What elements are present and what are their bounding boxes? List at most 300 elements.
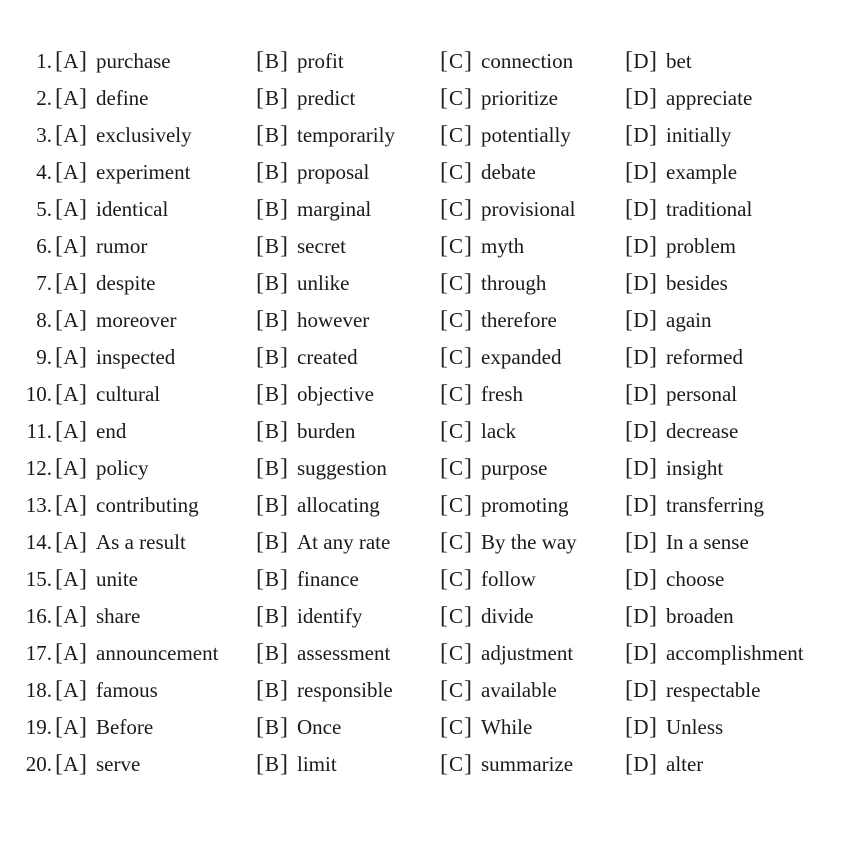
option-text: through (481, 271, 547, 295)
option-letter: D (633, 271, 649, 295)
bracket-close: ] (649, 566, 657, 592)
option-letter: B (264, 641, 279, 665)
bracket-open: [ (55, 85, 63, 111)
option-letter: D (633, 234, 649, 258)
option-d[interactable] (625, 154, 737, 191)
bracket-open: [ (440, 714, 448, 740)
option-text: purchase (96, 49, 171, 73)
option-a[interactable] (55, 450, 149, 487)
option-text: profit (297, 49, 344, 73)
bracket-close: ] (464, 381, 472, 407)
question-row (0, 191, 844, 228)
option-c[interactable] (440, 376, 523, 413)
option-text: Once (297, 715, 342, 739)
bracket-close: ] (464, 233, 472, 259)
bracket-close: ] (464, 455, 472, 481)
option-d[interactable] (625, 228, 736, 265)
option-text: moreover (96, 308, 177, 332)
bracket-open: [ (625, 381, 633, 407)
question-number: 4. (36, 160, 52, 184)
option-text: divide (481, 604, 534, 628)
bracket-open: [ (440, 307, 448, 333)
option-b[interactable] (256, 339, 358, 376)
option-text: As a result (96, 530, 186, 554)
option-letter: D (633, 456, 649, 480)
bracket-open: [ (256, 751, 264, 777)
option-text: broaden (666, 604, 734, 628)
bracket-open: [ (55, 529, 63, 555)
bracket-close: ] (280, 233, 288, 259)
bracket-close: ] (649, 196, 657, 222)
question-number: 7. (36, 271, 52, 295)
question-number: 16. (25, 604, 52, 628)
option-d[interactable] (625, 709, 723, 746)
question-row (0, 302, 844, 339)
option-text: inspected (96, 345, 176, 369)
option-b[interactable] (256, 561, 359, 598)
option-text: besides (666, 271, 728, 295)
option-letter: C (448, 530, 463, 554)
option-text: traditional (666, 197, 753, 221)
option-b[interactable] (256, 524, 390, 561)
bracket-open: [ (256, 455, 264, 481)
bracket-close: ] (280, 381, 288, 407)
bracket-close: ] (280, 270, 288, 296)
option-d[interactable] (625, 524, 749, 561)
option-c[interactable] (440, 265, 546, 302)
bracket-open: [ (625, 492, 633, 518)
bracket-open: [ (55, 48, 63, 74)
bracket-close: ] (79, 418, 87, 444)
bracket-open: [ (440, 751, 448, 777)
option-letter: C (448, 308, 463, 332)
option-b[interactable] (256, 487, 380, 524)
option-text: lack (481, 419, 516, 443)
option-b[interactable] (256, 450, 387, 487)
bracket-close: ] (649, 492, 657, 518)
option-text: While (481, 715, 533, 739)
bracket-open: [ (256, 85, 264, 111)
option-a[interactable] (55, 154, 190, 191)
option-letter: D (633, 752, 649, 776)
option-c[interactable] (440, 524, 577, 561)
question-number: 1. (36, 49, 52, 73)
option-d[interactable] (625, 635, 804, 672)
bracket-close: ] (280, 640, 288, 666)
option-letter: B (264, 197, 279, 221)
bracket-open: [ (55, 381, 63, 407)
option-c[interactable] (440, 450, 548, 487)
bracket-close: ] (280, 418, 288, 444)
bracket-close: ] (464, 492, 472, 518)
option-letter: A (63, 271, 79, 295)
bracket-open: [ (55, 344, 63, 370)
question-row (0, 746, 844, 783)
option-letter: B (264, 567, 279, 591)
question-number: 8. (36, 308, 52, 332)
option-letter: D (633, 419, 649, 443)
bracket-open: [ (625, 418, 633, 444)
bracket-open: [ (55, 233, 63, 259)
option-a[interactable] (55, 43, 171, 80)
option-d[interactable] (625, 487, 764, 524)
option-d[interactable] (625, 265, 728, 302)
bracket-close: ] (464, 603, 472, 629)
option-c[interactable] (440, 487, 569, 524)
question-number: 3. (36, 123, 52, 147)
option-a[interactable] (55, 746, 140, 783)
bracket-close: ] (79, 159, 87, 185)
option-letter: D (633, 197, 649, 221)
bracket-close: ] (649, 455, 657, 481)
option-text: problem (666, 234, 736, 258)
option-d[interactable] (625, 117, 731, 154)
option-text: limit (297, 752, 337, 776)
option-text: policy (96, 456, 149, 480)
question-sheet (0, 43, 844, 783)
bracket-close: ] (464, 196, 472, 222)
bracket-open: [ (256, 196, 264, 222)
option-a[interactable] (55, 524, 186, 561)
option-text: potentially (481, 123, 571, 147)
option-text: example (666, 160, 738, 184)
option-b[interactable] (256, 80, 355, 117)
option-c[interactable] (440, 339, 561, 376)
option-d[interactable] (625, 598, 734, 635)
bracket-open: [ (625, 344, 633, 370)
option-c[interactable] (440, 561, 536, 598)
option-d[interactable] (625, 43, 692, 80)
option-letter: C (448, 419, 463, 443)
bracket-close: ] (649, 159, 657, 185)
option-b[interactable] (256, 672, 393, 709)
option-a[interactable] (55, 80, 148, 117)
bracket-open: [ (55, 270, 63, 296)
option-a[interactable] (55, 598, 140, 635)
option-b[interactable] (256, 265, 350, 302)
option-letter: C (448, 715, 463, 739)
bracket-close: ] (280, 159, 288, 185)
option-letter: B (264, 678, 279, 702)
option-text: transferring (666, 493, 764, 517)
bracket-close: ] (464, 640, 472, 666)
option-a[interactable] (55, 635, 218, 672)
bracket-open: [ (440, 640, 448, 666)
bracket-close: ] (649, 529, 657, 555)
option-a[interactable] (55, 413, 126, 450)
option-text: responsible (297, 678, 393, 702)
bracket-open: [ (625, 196, 633, 222)
option-c[interactable] (440, 746, 573, 783)
bracket-open: [ (256, 529, 264, 555)
bracket-open: [ (256, 344, 264, 370)
option-letter: C (448, 604, 463, 628)
option-d[interactable] (625, 746, 703, 783)
option-letter: D (633, 604, 649, 628)
bracket-open: [ (625, 677, 633, 703)
option-c[interactable] (440, 413, 516, 450)
bracket-close: ] (79, 566, 87, 592)
bracket-close: ] (79, 455, 87, 481)
option-c[interactable] (440, 709, 532, 746)
option-a[interactable] (55, 487, 199, 524)
option-c[interactable] (440, 80, 558, 117)
bracket-open: [ (256, 603, 264, 629)
option-b[interactable] (256, 117, 395, 154)
bracket-open: [ (256, 122, 264, 148)
option-text: identical (96, 197, 169, 221)
bracket-open: [ (440, 418, 448, 444)
option-d[interactable] (625, 376, 737, 413)
option-c[interactable] (440, 43, 573, 80)
option-letter: B (264, 234, 279, 258)
option-text: promoting (481, 493, 569, 517)
option-text: suggestion (297, 456, 387, 480)
option-d[interactable] (625, 450, 723, 487)
option-text: share (96, 604, 141, 628)
question-number: 14. (25, 530, 52, 554)
option-letter: A (63, 456, 79, 480)
option-letter: C (448, 345, 463, 369)
bracket-close: ] (79, 751, 87, 777)
option-letter: B (264, 715, 279, 739)
bracket-open: [ (55, 122, 63, 148)
bracket-open: [ (55, 640, 63, 666)
bracket-open: [ (55, 566, 63, 592)
bracket-open: [ (256, 640, 264, 666)
question-row (0, 487, 844, 524)
option-a[interactable] (55, 709, 153, 746)
option-letter: D (633, 382, 649, 406)
option-b[interactable] (256, 191, 371, 228)
option-text: secret (297, 234, 346, 258)
option-b[interactable] (256, 709, 341, 746)
option-b[interactable] (256, 228, 346, 265)
bracket-open: [ (625, 159, 633, 185)
option-letter: B (264, 530, 279, 554)
option-letter: C (448, 271, 463, 295)
option-b[interactable] (256, 302, 369, 339)
question-number: 12. (25, 456, 52, 480)
option-a[interactable] (55, 117, 192, 154)
bracket-open: [ (256, 159, 264, 185)
question-row (0, 598, 844, 635)
question-row (0, 228, 844, 265)
option-letter: D (633, 567, 649, 591)
bracket-open: [ (55, 677, 63, 703)
bracket-close: ] (79, 48, 87, 74)
option-text: purpose (481, 456, 548, 480)
bracket-open: [ (55, 196, 63, 222)
question-row (0, 80, 844, 117)
bracket-open: [ (625, 714, 633, 740)
bracket-open: [ (440, 566, 448, 592)
question-row (0, 265, 844, 302)
bracket-close: ] (280, 751, 288, 777)
question-number: 17. (25, 641, 52, 665)
option-letter: D (633, 86, 649, 110)
option-text: decrease (666, 419, 739, 443)
bracket-close: ] (464, 85, 472, 111)
bracket-close: ] (280, 492, 288, 518)
bracket-open: [ (55, 492, 63, 518)
option-text: proposal (297, 160, 370, 184)
option-text: identify (297, 604, 363, 628)
option-b[interactable] (256, 746, 337, 783)
question-number: 9. (36, 345, 52, 369)
option-letter: A (63, 752, 79, 776)
option-text: objective (297, 382, 374, 406)
option-b[interactable] (256, 154, 369, 191)
question-row (0, 672, 844, 709)
option-text: adjustment (481, 641, 574, 665)
bracket-open: [ (256, 418, 264, 444)
bracket-close: ] (649, 381, 657, 407)
option-text: In a sense (666, 530, 749, 554)
question-number: 6. (36, 234, 52, 258)
bracket-open: [ (625, 751, 633, 777)
option-text: available (481, 678, 557, 702)
bracket-open: [ (256, 492, 264, 518)
option-text: finance (297, 567, 359, 591)
bracket-close: ] (280, 714, 288, 740)
option-text: experiment (96, 160, 191, 184)
option-a[interactable] (55, 672, 158, 709)
bracket-close: ] (649, 307, 657, 333)
option-text: assessment (297, 641, 391, 665)
option-text: burden (297, 419, 356, 443)
bracket-close: ] (79, 492, 87, 518)
option-b[interactable] (256, 635, 390, 672)
option-letter: C (448, 456, 463, 480)
option-c[interactable] (440, 117, 571, 154)
option-text: prioritize (481, 86, 558, 110)
bracket-close: ] (464, 159, 472, 185)
option-text: announcement (96, 641, 219, 665)
option-a[interactable] (55, 339, 175, 376)
option-b[interactable] (256, 598, 362, 635)
bracket-close: ] (649, 714, 657, 740)
bracket-open: [ (625, 640, 633, 666)
option-d[interactable] (625, 339, 743, 376)
option-c[interactable] (440, 154, 536, 191)
bracket-open: [ (440, 159, 448, 185)
option-b[interactable] (256, 413, 355, 450)
bracket-open: [ (440, 677, 448, 703)
option-c[interactable] (440, 191, 576, 228)
option-d[interactable] (625, 191, 752, 228)
bracket-open: [ (440, 122, 448, 148)
option-a[interactable] (55, 228, 147, 265)
bracket-close: ] (79, 603, 87, 629)
option-a[interactable] (55, 265, 155, 302)
option-letter: A (63, 234, 79, 258)
bracket-open: [ (625, 455, 633, 481)
bracket-open: [ (256, 233, 264, 259)
question-row (0, 376, 844, 413)
bracket-open: [ (440, 344, 448, 370)
option-letter: B (264, 86, 279, 110)
option-text: contributing (96, 493, 199, 517)
option-text: provisional (481, 197, 576, 221)
option-letter: B (264, 604, 279, 628)
bracket-close: ] (464, 751, 472, 777)
option-b[interactable] (256, 43, 344, 80)
option-letter: B (264, 382, 279, 406)
option-c[interactable] (440, 302, 557, 339)
option-d[interactable] (625, 672, 760, 709)
bracket-close: ] (280, 122, 288, 148)
option-letter: A (63, 345, 79, 369)
option-letter: C (448, 49, 463, 73)
option-text: alter (666, 752, 704, 776)
bracket-close: ] (79, 85, 87, 111)
bracket-open: [ (440, 529, 448, 555)
option-text: therefore (481, 308, 557, 332)
option-c[interactable] (440, 598, 534, 635)
bracket-open: [ (625, 48, 633, 74)
option-letter: C (448, 382, 463, 406)
option-letter: B (264, 456, 279, 480)
option-a[interactable] (55, 561, 138, 598)
option-text: initially (666, 123, 732, 147)
option-letter: B (264, 49, 279, 73)
option-c[interactable] (440, 635, 573, 672)
bracket-close: ] (280, 85, 288, 111)
option-c[interactable] (440, 228, 524, 265)
option-b[interactable] (256, 376, 374, 413)
bracket-open: [ (440, 48, 448, 74)
option-letter: B (264, 271, 279, 295)
option-text: fresh (481, 382, 523, 406)
bracket-open: [ (625, 603, 633, 629)
option-text: marginal (297, 197, 372, 221)
option-c[interactable] (440, 672, 557, 709)
option-letter: C (448, 197, 463, 221)
option-letter: A (63, 715, 79, 739)
option-a[interactable] (55, 376, 160, 413)
option-letter: C (448, 678, 463, 702)
option-text: personal (666, 382, 738, 406)
bracket-open: [ (55, 714, 63, 740)
bracket-open: [ (256, 677, 264, 703)
option-letter: A (63, 678, 79, 702)
option-d[interactable] (625, 302, 711, 339)
option-letter: D (633, 530, 649, 554)
bracket-open: [ (440, 233, 448, 259)
option-text: Before (96, 715, 154, 739)
option-d[interactable] (625, 80, 752, 117)
bracket-close: ] (79, 344, 87, 370)
option-letter: B (264, 752, 279, 776)
option-letter: B (264, 123, 279, 147)
option-letter: D (633, 641, 649, 665)
option-text: unlike (297, 271, 350, 295)
option-text: insight (666, 456, 724, 480)
option-text: appreciate (666, 86, 753, 110)
option-letter: A (63, 123, 79, 147)
question-number: 2. (36, 86, 52, 110)
bracket-close: ] (464, 677, 472, 703)
bracket-close: ] (280, 196, 288, 222)
option-a[interactable] (55, 191, 168, 228)
bracket-close: ] (464, 529, 472, 555)
option-a[interactable] (55, 302, 176, 339)
option-d[interactable] (625, 561, 724, 598)
bracket-close: ] (464, 307, 472, 333)
bracket-open: [ (625, 270, 633, 296)
option-d[interactable] (625, 413, 738, 450)
